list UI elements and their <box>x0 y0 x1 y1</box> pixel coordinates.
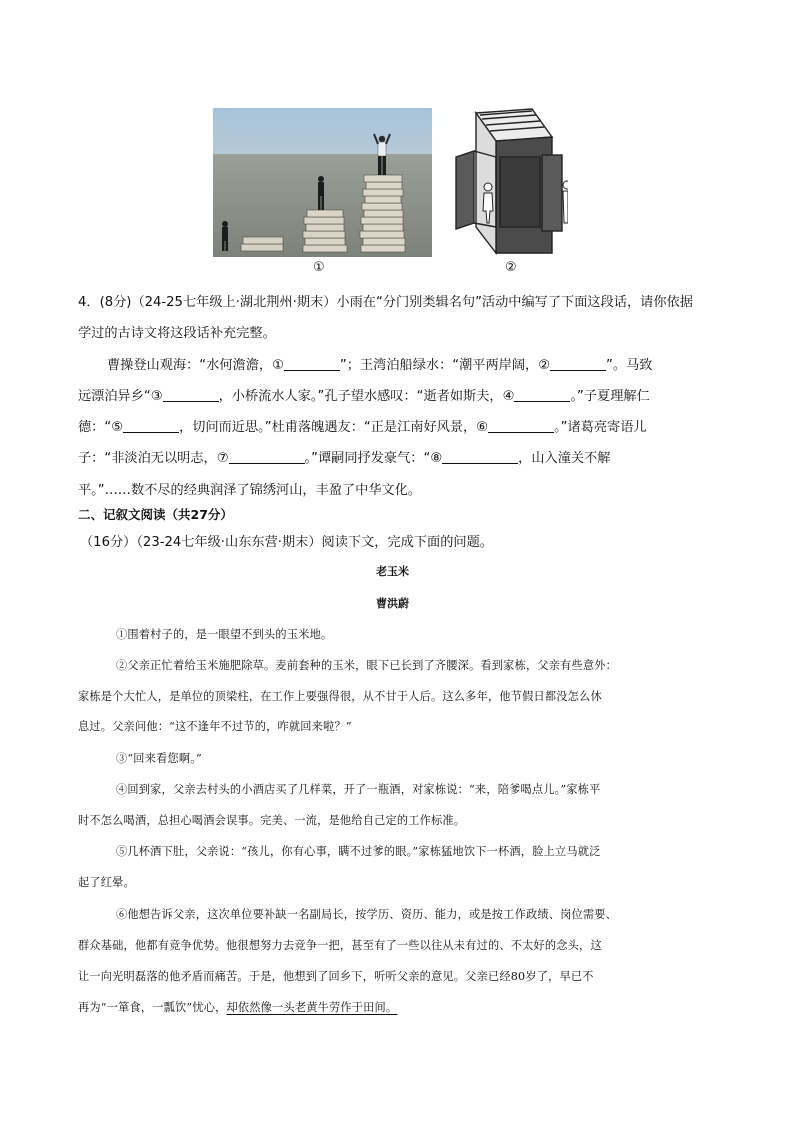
paragraph-2-line-1: ②父亲正忙着给玉米施肥除草。麦前套种的玉米，眼下已长到了齐腰深。看到家栋，父亲有些意外： <box>116 659 618 672</box>
paragraph-5-line-1: ⑤几杯酒下肚，父亲说：“孩儿，你有心事，瞒不过爹的眼。”家栋猛地饮下一杯酒，脸上立马就泛 <box>116 845 601 858</box>
paragraph-6-line-3: 让一向光明磊落的他矛盾而痛苦。于是，他想到了回乡下，听听父亲的意见。父亲已经80岁了，早已不 <box>78 970 594 983</box>
q4-l6b: 。”谭嗣同抒发豪气：“ <box>304 451 431 466</box>
q4-line-7: 平。”……数不尽的经典润泽了锦绣河山，丰盈了中华文化。 <box>78 483 422 498</box>
figure-label-2: ② <box>505 260 517 275</box>
blank-number-5: ⑤ <box>111 420 124 435</box>
paragraph-6-line-1: ⑥他想告诉父亲，这次单位要补缺一名副局长，按学历、资历、能力，或是按工作政绩、岗位需要、 <box>116 908 618 921</box>
paragraph-2-line-2: 家栋是个大忙人，是单位的顶梁柱，在工作上要强得很，从不甘于人后。这么多年，他节假日都没怎么休 <box>78 690 602 703</box>
blank-number-7: ⑦ <box>216 451 229 466</box>
blank-number-1: ① <box>272 358 284 373</box>
underlined-sentence: 却依然像一头老黄牛劳作于田间。 <box>226 1001 398 1014</box>
blank-8 <box>442 451 518 464</box>
q4-l6a: 子：“非淡泊无以明志， <box>78 451 217 466</box>
paragraph-1: ①围着村子的，是一眼望不到头的玉米地。 <box>116 628 333 641</box>
q4-l6c: ，山入潼关不解 <box>518 451 611 466</box>
q4-l5a: 德：“ <box>78 420 112 435</box>
blank-number-2: ② <box>538 358 551 373</box>
blank-number-3: ③ <box>150 389 163 404</box>
q4-line-5 <box>78 416 728 435</box>
blank-4 <box>514 389 570 402</box>
blank-1 <box>284 358 340 371</box>
passage-author: 曹洪蔚 <box>376 597 409 610</box>
figure-books-stairs <box>213 108 432 257</box>
paragraph-2-line-3: 息过。父亲问他：“这不逢年不过节的，咋就回来啦？” <box>78 720 352 733</box>
blank-3 <box>163 389 219 402</box>
q4-l3a: 曹操登山观海：“水何澹澹， <box>107 358 273 373</box>
q4-l3b: ”；王湾泊船绿水：“潮平两岸阔， <box>339 358 539 373</box>
section-intro: （16分）（23-24七年级·山东东营·期末）阅读下文，完成下面的问题。 <box>80 535 493 550</box>
passage-title: 老玉米 <box>376 565 409 578</box>
paragraph-3: ③“回来看您啊。” <box>116 752 202 765</box>
section-heading: 二、记叙文阅读（共27分） <box>78 507 233 522</box>
q4-line-6 <box>78 447 728 466</box>
books-stairs-image <box>213 108 432 257</box>
paragraph-4-line-2: 时不怎么喝酒，总担心喝酒会误事。完美、一流，是他给自己定的工作标准。 <box>78 814 466 827</box>
paragraph-6-line-2: 群众基础，他都有竞争优势。他很想努力去竞争一把，甚至有了一些以往从未有过的、不太好的念头，这 <box>78 939 602 952</box>
paragraph-4-line-1: ④回到家，父亲去村头的小酒店买了几样菜，开了一瓶酒，对家栋说：“来，陪爹喝点儿。”家栋平 <box>116 783 601 796</box>
paragraph-6-line-4-text: 再为“一箪食，一瓢饮”忧心， <box>78 1001 227 1014</box>
q4-l4c: 。”子夏理解仁 <box>570 389 650 404</box>
q4-l4a: 远漂泊异乡“ <box>78 389 151 404</box>
q4-line-1: 4．(8分)（24-25七年级上·湖北荆州·期末）小雨在“分门别类辑名句”活动中编写了下面这段话，请你依据 <box>78 295 693 310</box>
figure-book-door <box>452 107 568 257</box>
q4-line-3 <box>107 354 757 373</box>
q4-line-4 <box>78 385 728 404</box>
blank-number-6: ⑥ <box>476 420 489 435</box>
q4-l3c: ”。马致 <box>606 358 653 373</box>
q4-l4b: ，小桥流水人家。”孔子望水感叹：“逝者如斯夫， <box>218 389 503 404</box>
figure-label-1: ① <box>313 260 325 275</box>
q4-l5c: 。”诸葛亮寄语儿 <box>554 420 647 435</box>
blank-2 <box>550 358 606 371</box>
paragraph-5-line-2: 起了红晕。 <box>78 876 135 889</box>
paragraph-6-line-4 <box>78 999 397 1015</box>
q4-l5b: ，切问而近思。”杜甫落魄遇友：“正是江南好风景， <box>179 420 477 435</box>
q4-line-2: 学过的古诗文将这段话补充完整。 <box>78 326 276 341</box>
blank-7 <box>229 451 305 464</box>
blank-5 <box>123 420 179 433</box>
blank-number-4: ④ <box>502 389 515 404</box>
book-door-image <box>452 107 568 257</box>
blank-number-8: ⑧ <box>430 451 443 466</box>
blank-6 <box>488 420 554 433</box>
